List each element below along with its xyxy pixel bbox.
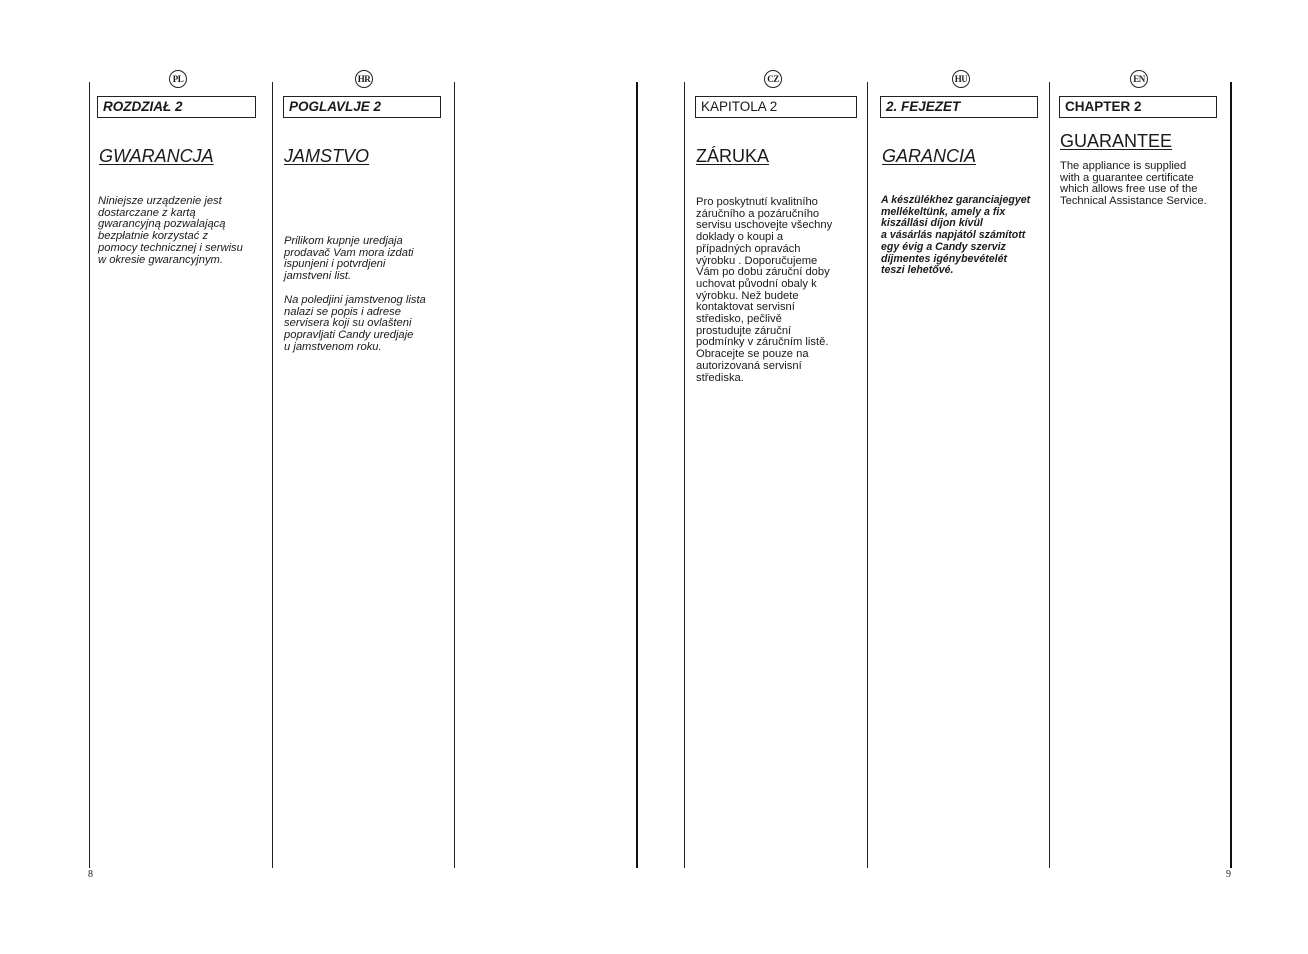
language-badge-hr: HR: [355, 70, 373, 88]
language-badge-cz: CZ: [764, 70, 782, 88]
column-divider: [272, 82, 273, 868]
body-paragraph: The appliance is supplied with a guarantee certificate which allows free use of the Technical Assistance Service.: [1060, 160, 1207, 208]
language-badge-en: EN: [1130, 70, 1148, 88]
section-title: GARANCIA: [882, 146, 977, 166]
body-paragraph: Pro poskytnutí kvalitního záručního a pozáručního servisu uschovejte všechny doklady o koupi a případných opravách výrobku . Doporučujeme Vám po dobu záruční doby uchovat původní obaly k výrobku. Než budete kontaktovat servisní středisko, pečlivě prostudujte záruční podmínky v záručním listě. Obracejte se pouze na autorizovaná servisní střediska.: [696, 196, 833, 384]
section-title: ZÁRUKA: [696, 146, 770, 166]
chapter-heading: POGLAVLJE 2: [283, 96, 441, 118]
section-title: JAMSTVO: [284, 146, 370, 166]
language-badge-hu: HU: [952, 70, 970, 88]
page-right-edge: [1230, 82, 1232, 868]
column-divider: [1049, 82, 1050, 868]
chapter-heading: CHAPTER 2: [1059, 96, 1217, 118]
column-divider: [867, 82, 868, 868]
column-divider: [684, 82, 685, 868]
section-title: GWARANCJA: [99, 146, 214, 166]
language-badge-pl: PL: [169, 70, 187, 88]
body-paragraph: Prilikom kupnje uredjaja prodavač Vam mora izdati ispunjeni i potvrdjeni jamstveni list.: [284, 235, 414, 283]
body-paragraph: Niniejsze urządzenie jest dostarczane z kartą gwarancyjną pozwalającą bezpłatnie korzystać z pomocy technicznej i serwisu w okresie gwarancyjnym.: [98, 195, 243, 266]
chapter-heading: 2. FEJEZET: [880, 96, 1038, 118]
chapter-heading: KAPITOLA 2: [695, 96, 857, 118]
page-number-right: 9: [1226, 869, 1231, 880]
page-number-left: 8: [88, 869, 93, 880]
chapter-heading: ROZDZIAŁ 2: [97, 96, 256, 118]
section-title: GUARANTEE: [1060, 131, 1173, 151]
body-paragraph: Na poledjini jamstvenog lista nalazi se popis i adrese servisera koji su ovlašteni popravljati Candy uredjaje u jamstvenom roku.: [284, 294, 426, 353]
body-paragraph: A készülékhez garanciajegyet mellékeltünk, amely a fix kiszállási díjon kívül a vásárlás napjától számított egy évig a Candy szerviz díjmentes igénybevételét teszi lehetővé.: [881, 194, 1031, 277]
column-divider: [454, 82, 455, 868]
column-divider: [89, 82, 90, 868]
page-fold-divider: [636, 82, 638, 868]
